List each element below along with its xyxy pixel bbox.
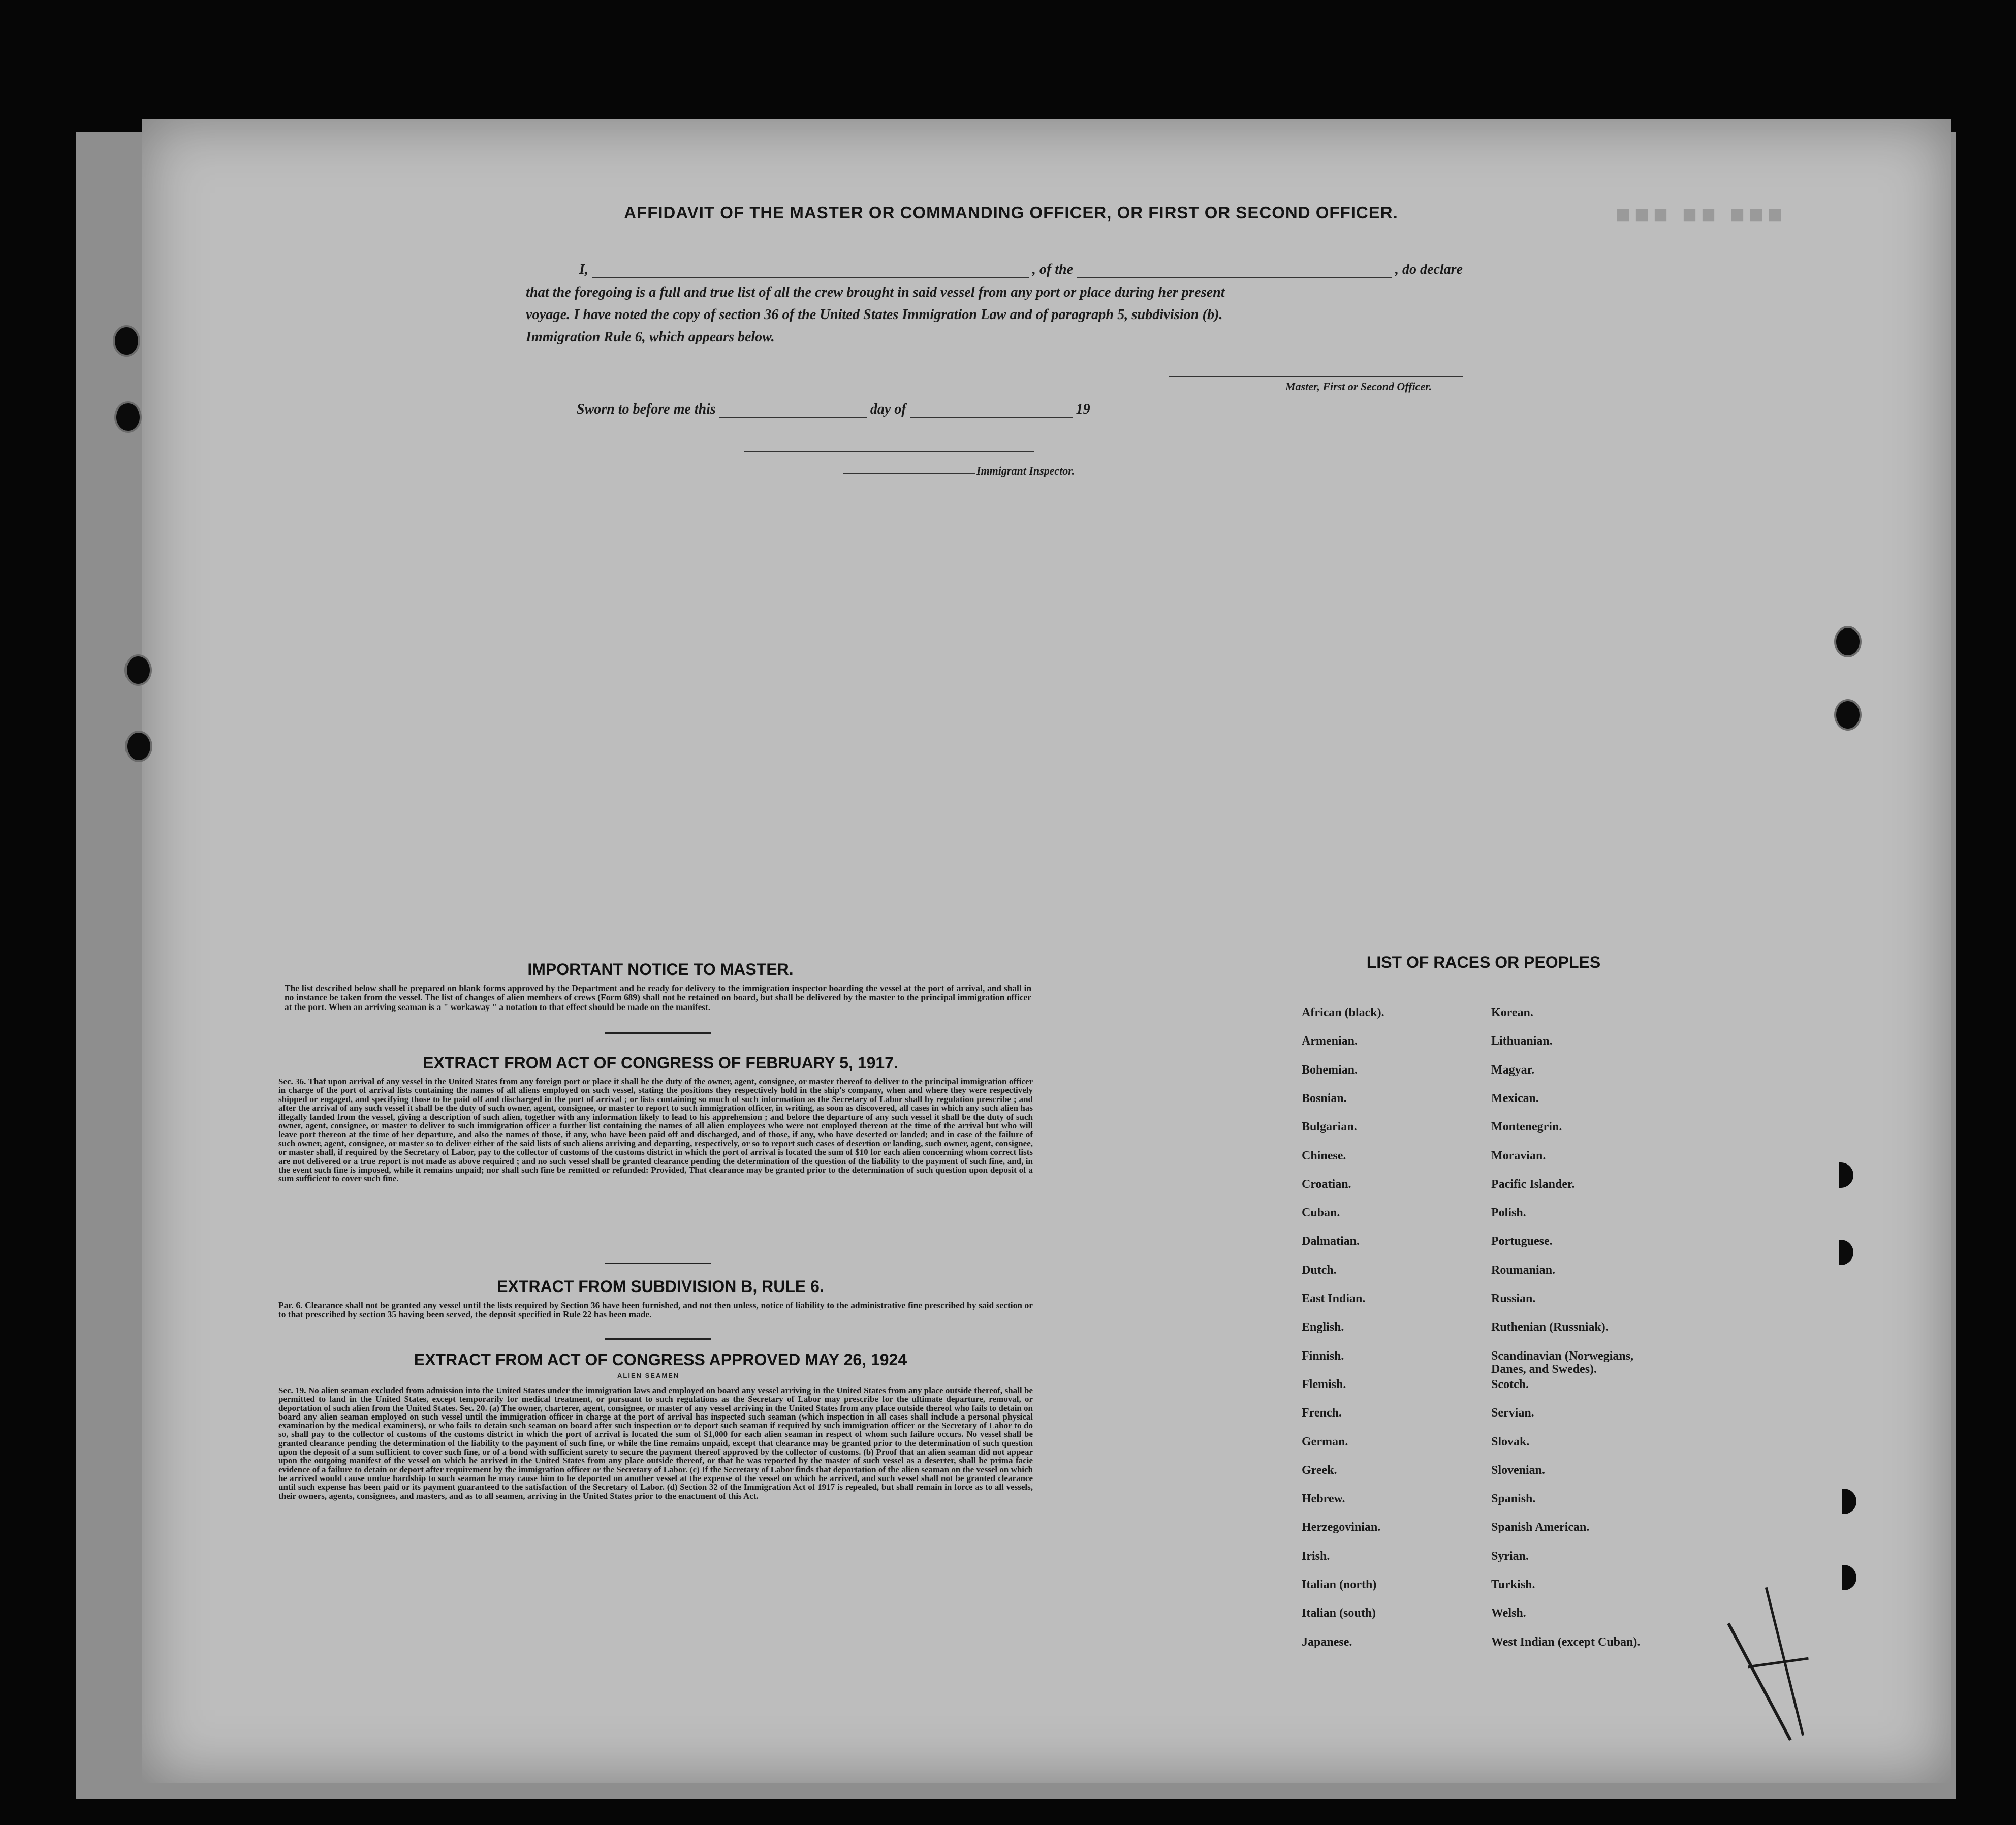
day-of-text: day of xyxy=(870,401,906,417)
race-item: Japanese. xyxy=(1302,1635,1352,1649)
race-item: Italian (north) xyxy=(1302,1578,1377,1591)
race-item: West Indian (except Cuban). xyxy=(1491,1635,1641,1649)
punch-hole xyxy=(1834,626,1862,657)
race-item: Slovak. xyxy=(1491,1435,1530,1449)
affidavit-do-declare: , do declare xyxy=(1395,262,1463,277)
race-item: Dutch. xyxy=(1302,1263,1337,1277)
race-item: Pacific Islander. xyxy=(1491,1177,1575,1191)
race-item: English. xyxy=(1302,1320,1344,1334)
affidavit-i: I, xyxy=(579,262,588,277)
race-item: Roumanian. xyxy=(1491,1263,1556,1277)
race-item: Russian. xyxy=(1491,1292,1536,1305)
punch-hole xyxy=(124,654,152,686)
race-item: Flemish. xyxy=(1302,1377,1346,1391)
race-item: Croatian. xyxy=(1302,1177,1351,1191)
race-item: Greek. xyxy=(1302,1463,1337,1477)
race-item: Lithuanian. xyxy=(1491,1034,1553,1048)
manifest-page xyxy=(142,119,1951,1783)
race-item: Mexican. xyxy=(1491,1091,1539,1105)
race-item: Welsh. xyxy=(1491,1607,1526,1620)
affidavit-line-2: that the foregoing is a full and true list of all the crew brought in said vessel from any port or place during her present xyxy=(526,285,1225,300)
race-item: Spanish American. xyxy=(1491,1521,1590,1534)
race-item: Chinese. xyxy=(1302,1149,1346,1162)
race-item: Syrian. xyxy=(1491,1549,1529,1563)
race-item: Servian. xyxy=(1491,1406,1534,1420)
bleed-through-heading: ■■■ ■■ ■■■ xyxy=(1616,201,1786,228)
punch-hole xyxy=(114,401,142,433)
race-item: Turkish. xyxy=(1491,1578,1535,1591)
year-prefix: 19 xyxy=(1076,401,1090,417)
day-blank xyxy=(719,417,867,418)
extract-1924-text: Sec. 19. No alien seaman excluded from admission into the United States under the immigration laws and employed on board any vessel arriving in the United States from any place outside thereof, shall be permitted to land in the United States, except temporarily for medical treatment, or pursuant to such regulations as the Secretary of Labor may prescribe for the ultimate departure, removal, or deportation of such alien from the United States. Sec. 20. (a) The owner, charterer, agent, consignee, or master of any vessel arriving in the United States from any place outside thereof who fails to detain on board any alien seaman employed on such vessel until the immigration officer in charge at the port of arrival has inspected such seaman (which inspection in all cases shall include a personal physical examination by the medical examiners), or who fails to detain such seaman on board after such inspection or to deport such seaman if required by such immigration officer or the Secretary of Labor to do so, shall pay to the collector of customs of the customs district in which the port of arrival is located the sum of $1,000 for each alien seaman in respect of whom such failure occurs. No vessel shall be granted clearance pending the determination of the liability to the payment of such fine, or while the fine remains unpaid, except that clearance may be granted prior to the determination of such question upon the deposit of a sum sufficient to cover such fine, or of a bond with sufficient surety to secure the payment thereof approved by the collector of customs. (b) Proof that an alien seaman did not appear upon the outgoing manifest of the vessel on which he arrived in the United States from any place outside thereof, or that he was reported by the master of such vessel as a deserter, shall be prima facie evidence of a failure to detain or deport after requirement by the immigration officer or the Secretary of Labor. (c) If the Secretary of Labor finds that deportation of the alien seaman on the vessel on which he arrived would cause undue hardship to such seaman he may cause him to be deported on another vessel at the expense of the vessel on which he arrived, and such vessel shall not be granted clearance until such expense has been paid or its payment guaranteed to the satisfaction of the Secretary of Labor. (d) Section 32 of the Immigration Act of 1917 is repealed, but shall remain in force as to all vessels, their owners, agents, consignees, and masters, and as to all seamen, arriving in the United States prior to the enactment of this Act. xyxy=(278,1386,1033,1501)
race-item: Scotch. xyxy=(1491,1377,1529,1391)
race-item: African (black). xyxy=(1302,1006,1384,1019)
race-item: Cuban. xyxy=(1302,1206,1340,1220)
sworn-text: Sworn to before me this xyxy=(577,401,716,417)
affidavit-declaration-line xyxy=(579,262,1463,278)
extract-rule6-title: EXTRACT FROM SUBDIVISION B, RULE 6. xyxy=(497,1277,824,1296)
race-item: Finnish. xyxy=(1302,1349,1344,1363)
affidavit-line-3: voyage. I have noted the copy of section 36 of the United States Immigration Law and of paragraph 5, subdivision (b). xyxy=(526,307,1223,323)
extract-1924-title: EXTRACT FROM ACT OF CONGRESS APPROVED MAY 26, 1924 xyxy=(414,1350,907,1369)
affidavit-title: AFFIDAVIT OF THE MASTER OR COMMANDING OFFICER, OR FIRST OR SECOND OFFICER. xyxy=(624,203,1398,222)
race-item: Korean. xyxy=(1491,1006,1533,1019)
master-signature-line xyxy=(1169,376,1463,377)
punch-hole xyxy=(125,731,152,762)
race-item: Bosnian. xyxy=(1302,1091,1347,1105)
inspector-line-2 xyxy=(843,473,975,474)
races-title: LIST OF RACES OR PEOPLES xyxy=(1366,953,1601,971)
vessel-blank xyxy=(1077,277,1392,278)
race-item: Montenegrin. xyxy=(1491,1120,1562,1134)
race-item: Bulgarian. xyxy=(1302,1120,1357,1134)
section-divider xyxy=(605,1263,711,1264)
race-item: Hebrew. xyxy=(1302,1492,1345,1506)
race-item: Herzegovinian. xyxy=(1302,1521,1381,1534)
name-blank xyxy=(592,277,1029,278)
affidavit-line-4: Immigration Rule 6, which appears below. xyxy=(526,329,775,345)
section-divider xyxy=(605,1338,711,1340)
extract-1924-subtitle: ALIEN SEAMEN xyxy=(617,1372,680,1379)
inspector-signature-line xyxy=(744,451,1034,452)
section-divider xyxy=(605,1032,711,1034)
extract-1917-title: EXTRACT FROM ACT OF CONGRESS OF FEBRUARY 5, 1917. xyxy=(423,1054,898,1072)
race-item: Bohemian. xyxy=(1302,1063,1358,1077)
race-item: Ruthenian (Russniak). xyxy=(1491,1320,1609,1334)
month-blank xyxy=(910,417,1073,418)
punch-hole xyxy=(113,325,140,357)
punch-hole xyxy=(1834,699,1862,731)
inspector-label: Immigrant Inspector. xyxy=(976,464,1075,477)
notice-text: The list described below shall be prepared on blank forms approved by the Department and be ready for delivery to the immigration inspector boarding the vessel at the port of arrival, and shall in no instance be taken from the vessel. The list of changes of alien members of crews (Form 689) shall not be retained on board, but shall be delivered by the master to the principal immigration officer at the port. When an arriving seaman is a " workaway " a notation to that effect should be made on the manifest. xyxy=(285,983,1031,1012)
race-item: Armenian. xyxy=(1302,1034,1358,1048)
race-item: Portuguese. xyxy=(1491,1235,1553,1248)
race-item: Scandinavian (Norwegians, Danes, and Swedes). xyxy=(1491,1349,1634,1376)
affidavit-of-the: , of the xyxy=(1032,262,1074,277)
race-item: Italian (south) xyxy=(1302,1607,1376,1620)
race-item: Slovenian. xyxy=(1491,1463,1546,1477)
race-item: Moravian. xyxy=(1491,1149,1546,1162)
notice-title: IMPORTANT NOTICE TO MASTER. xyxy=(527,960,794,979)
extract-rule6-text: Par. 6. Clearance shall not be granted any vessel until the lists required by Section 36 have been furnished, and not then unless, notice of liability to the administrative fine prescribed by said section or to that prescribed by section 35 having been served, the deposit specified in Rule 22 has been made. xyxy=(278,1300,1033,1320)
extract-1917-text: Sec. 36. That upon arrival of any vessel in the United States from any foreign port or place it shall be the duty of the owner, agent, consignee, or master thereof to deliver to the principal immigration officer in charge of the port of arrival lists containing the names of all aliens employed on such vessel, stating the positions they respectively hold in the ship's company, when and where they were respectively shipped or engaged, and specifying those to be paid off and discharged in the port of arrival ; or lists containing so much of such information as the Secretary of Labor shall by regulation prescribe ; and after the arrival of any such vessel it shall be the duty of such owner, agent, consignee, or master to report to such immigration officer, in writing, as soon as discovered, all cases in which any such alien has illegally landed from the vessel, giving a description of such alien, together with any information likely to lead to his apprehension ; and before the departure of any such vessel it shall be the duty of such owner, agent, consignee, or master to deliver to such immigration officer a further list containing the names of all alien employees who were not employed thereon at the time of the arrival but who will leave port thereon at the time of her departure, and also the names of those, if any, who have been paid off and discharged, and of those, if any, who have deserted or landed; and in case of the failure of such owner, agent, consignee, or master so to deliver either of the said lists of such aliens arriving and departing, respectively, or so to report such cases of desertion or landing, such owner, agent, consignee, or master shall, if required by the Secretary of Labor, pay to the collector of customs of the customs district in which the port of arrival is located the sum of $10 for each alien concerning whom correct lists are not delivered or a true report is not made as above required ; and no such vessel shall be granted clearance pending the determination of the question of the liability to the payment of such fine, and, in the event such fine is imposed, while it remains unpaid; nor shall such fine be remitted or refunded: Provided, That clearance may be granted prior to the determination of such question upon deposit of a sum sufficient to cover such fine. xyxy=(278,1077,1033,1184)
race-item: German. xyxy=(1302,1435,1348,1449)
master-label: Master, First or Second Officer. xyxy=(1285,380,1432,393)
race-item: Dalmatian. xyxy=(1302,1235,1360,1248)
race-item: Spanish. xyxy=(1491,1492,1536,1506)
race-item: Magyar. xyxy=(1491,1063,1535,1077)
race-item: East Indian. xyxy=(1302,1292,1366,1305)
race-item: French. xyxy=(1302,1406,1342,1420)
sworn-line xyxy=(577,401,1090,418)
race-item: Irish. xyxy=(1302,1549,1330,1563)
race-item: Polish. xyxy=(1491,1206,1526,1220)
